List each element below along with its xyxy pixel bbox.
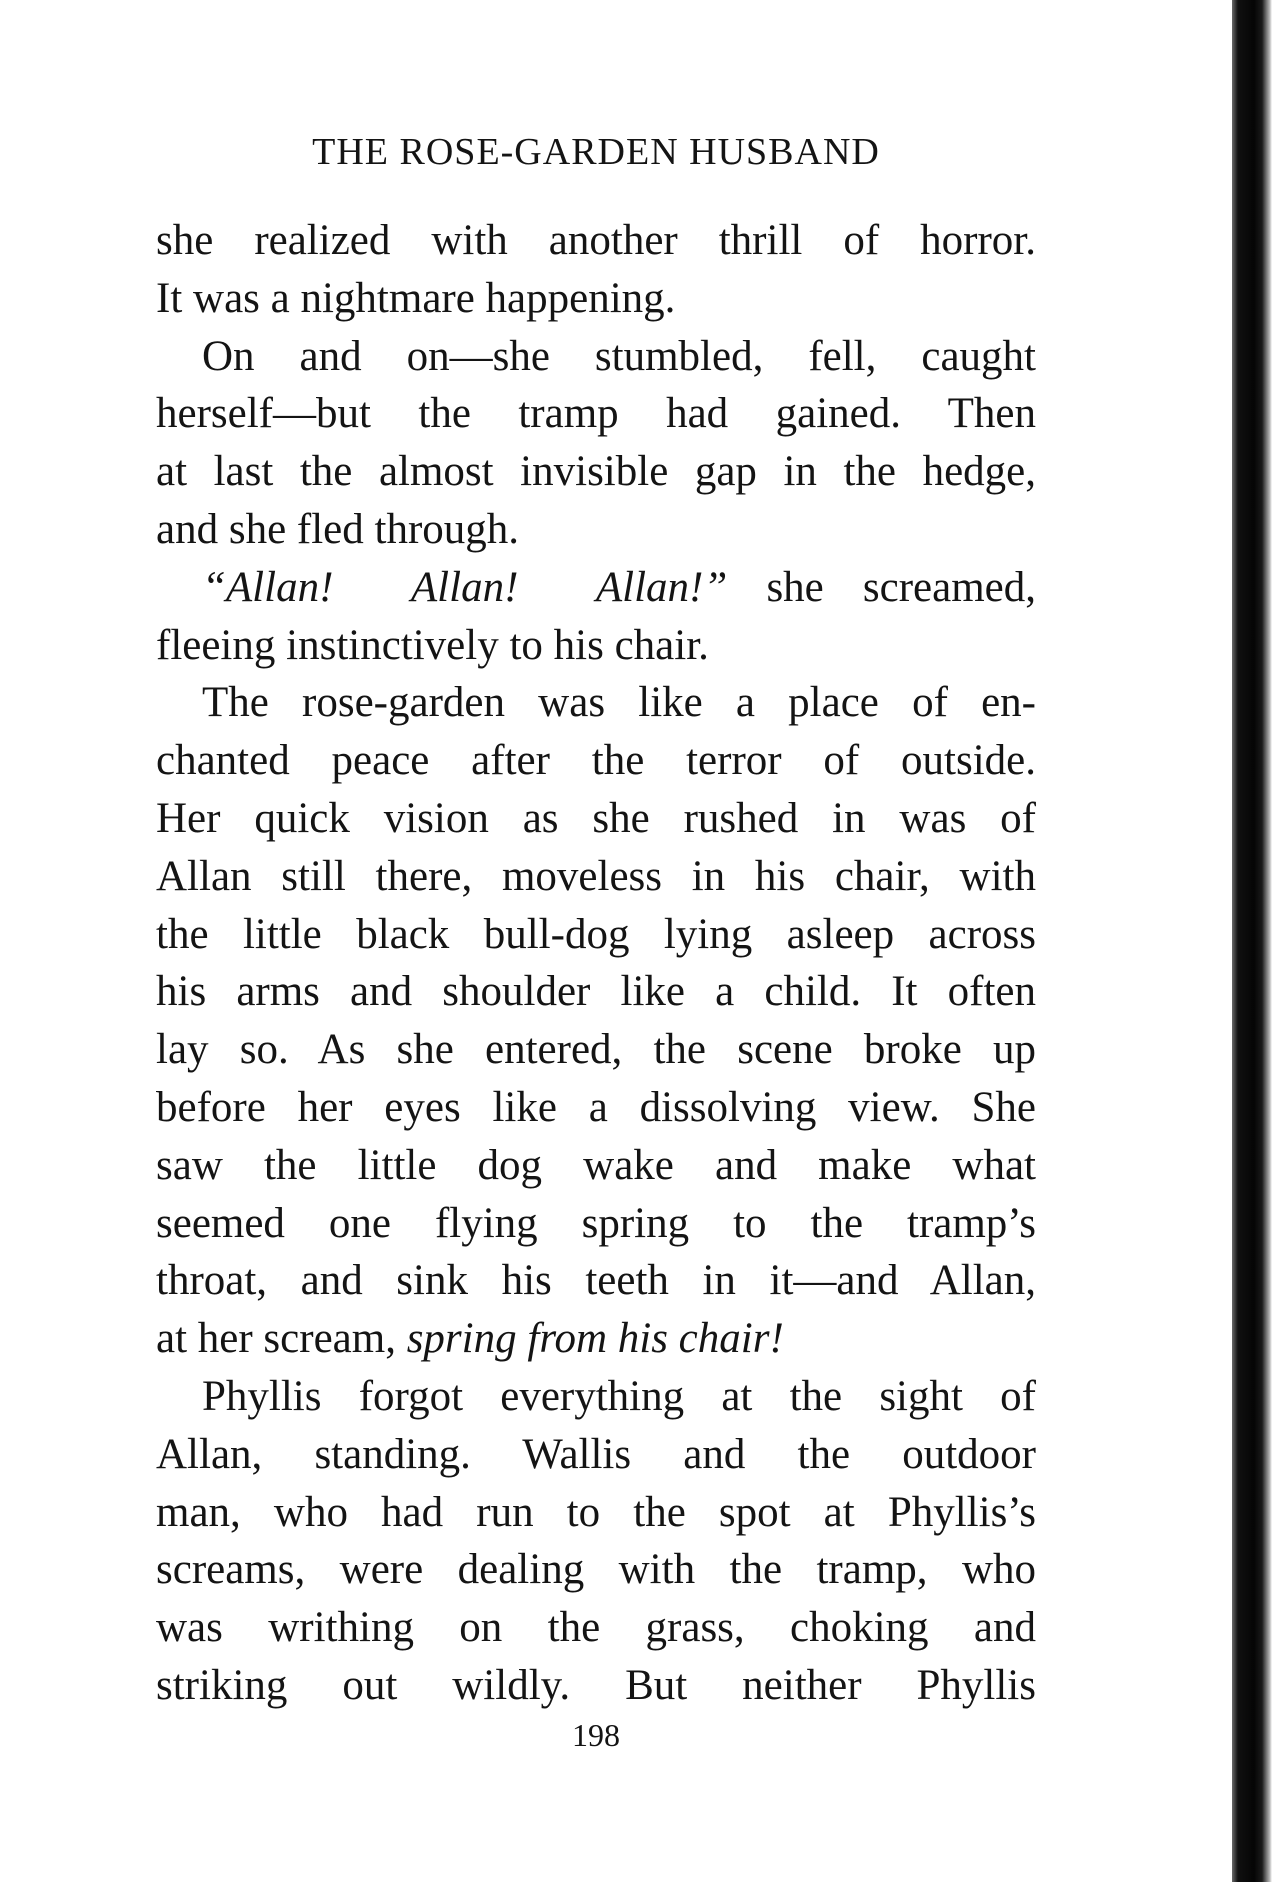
text-line: chanted peace after the terror of outside. [156,737,1036,785]
italic-exclamation: “Allan! Allan! Allan!” [202,563,728,611]
paragraph [156,212,1036,328]
text-line: It was a nightmare happening. [156,274,676,322]
text-line: at last the almost invisible gap in the hedge, [156,448,1036,496]
text-line: On and on—she stumbled, fell, caught [202,332,1036,380]
paragraph [156,328,1036,559]
text-line: the little black bull-dog lying asleep across [156,910,1036,958]
text-line [156,559,1036,617]
text-line: Her quick vision as she rushed in was of [156,794,1036,842]
text-line [156,1310,1036,1368]
text-line: lay so. As she entered, the scene broke up [156,1026,1036,1074]
text-line: striking out wildly. But neither Phyllis [156,1661,1036,1709]
text-line: his arms and shoulder like a child. It often [156,968,1036,1016]
page-number: 198 [572,1717,620,1753]
text-line: throat, and sink his teeth in it—and Allan, [156,1257,1036,1305]
body-text [156,212,1036,1715]
text-line: was writhing on the grass, choking and [156,1604,1036,1652]
text-line: saw the little dog wake and make what [156,1141,1036,1189]
text-line: The rose-garden was like a place of en- [202,679,1036,727]
text-segment: at her scream, [156,1315,407,1363]
text-line: fleeing instinctively to his chair. [156,621,709,669]
binding-shadow [1232,0,1272,1882]
text-line: and she fled through. [156,505,520,553]
text-segment: she screamed, [727,563,1036,611]
paragraph [156,1368,1036,1715]
paragraph [156,559,1036,675]
text-line: Allan still there, moveless in his chair, with [156,852,1036,900]
text-line: before her eyes like a dissolving view. She [156,1083,1036,1131]
italic-phrase: spring from his chair! [406,1315,784,1363]
text-line: Allan, standing. Wallis and the outdoor [156,1430,1036,1478]
paragraph [156,674,1036,1368]
text-line: man, who had run to the spot at Phyllis’s [156,1488,1036,1536]
text-line: Phyllis forgot everything at the sight of [202,1372,1036,1420]
text-line: herself—but the tramp had gained. Then [156,390,1036,438]
text-line: she realized with another thrill of horror. [156,217,1036,264]
text-line: screams, were dealing with the tramp, who [156,1546,1036,1594]
text-line: seemed one flying spring to the tramp’s [156,1199,1036,1247]
running-head: THE ROSE-GARDEN HUSBAND [312,131,880,173]
